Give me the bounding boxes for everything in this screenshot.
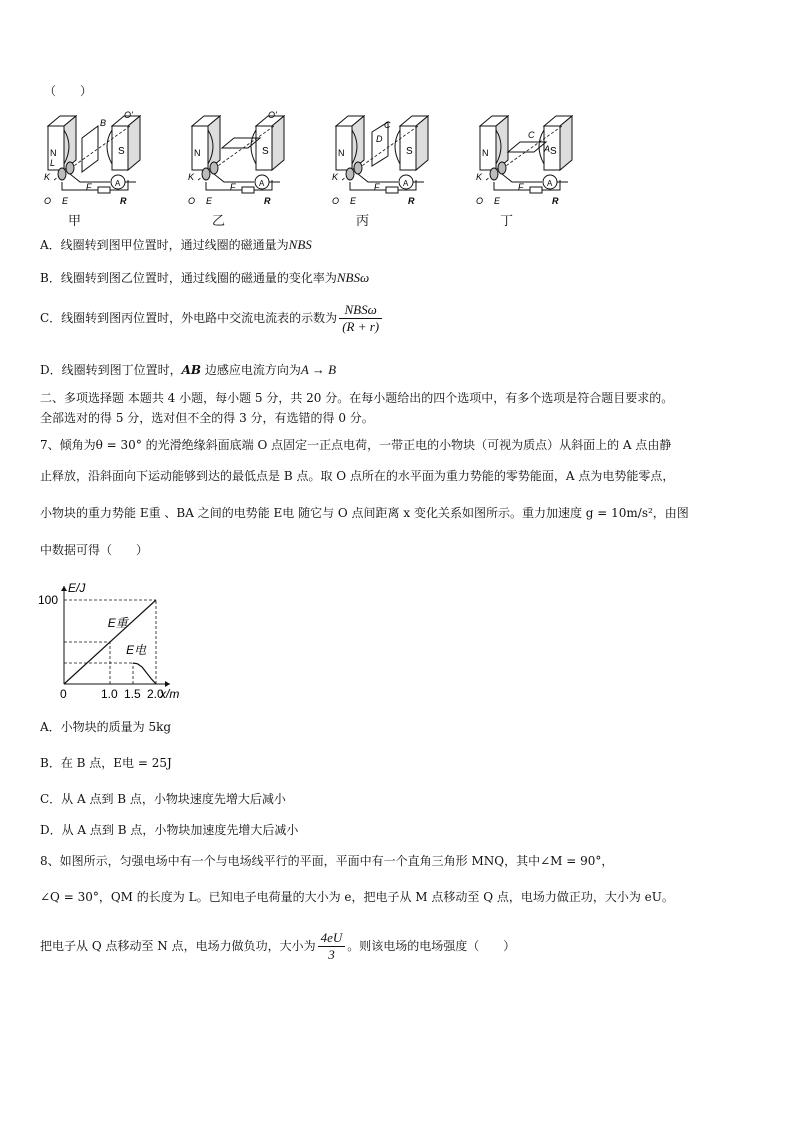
x-tick-label-1: 1.0 [101,687,118,701]
svg-text:S: S [550,146,557,157]
answer-paren: （ ） [44,84,93,98]
svg-text:K: K [476,172,483,182]
y-tick-label: 100 [38,593,59,607]
svg-text:K: K [188,172,195,182]
x-axis-label: x/m [160,687,180,701]
q8-line3: 把电子从 Q 点移动至 N 点，电场力做负功，大小为 $\frac{4eU}{3}$ 。则该电场的电场强度（ ） [40,930,516,962]
q6-option-d: D．线圈转到图丁位置时，AB 边感应电流方向为A → B [40,362,337,377]
svg-text:A: A [547,179,553,188]
svg-text:B: B [100,118,107,128]
svg-text:E: E [350,196,357,206]
svg-text:A: A [544,144,551,154]
svg-text:N: N [482,148,489,158]
q6-option-c: C．线圈转到图丙位置时，外电路中交流电流表的示数为 $\frac{\text{NBSω}}{(R + r)}$ [40,302,384,335]
q6-option-b: B．线圈转到图乙位置时，通过线圈的磁通量的变化率为NBSω [40,270,370,285]
x-tick-label-0: 0 [60,687,67,701]
figure-label-jia: 甲 [68,214,82,229]
svg-text:S: S [262,146,269,157]
figure-label-yi: 乙 [212,214,226,229]
q7-option-c: C．从 A 点到 B 点，小物块速度先增大后减小 [40,792,286,806]
svg-text:A: A [403,179,409,188]
svg-text:R: R [264,196,271,206]
svg-text:O: O [44,196,52,206]
series-line-1 [133,663,156,684]
svg-text:O: O [332,196,340,206]
q7-line4: 中数据可得（ ） [40,543,149,557]
svg-text:L: L [50,158,56,168]
q7-line3: 小物块的重力势能 E重 、BA 之间的电势能 E电 随它与 O 点间距离 x 变化关系如图所示。重力加速度 g = 10m/s²，由图 [40,506,689,520]
q8-line1: 8、如图所示，匀强电场中有一个与电场线平行的平面，平面中有一个直角三角形 MNQ，其中∠M = 90°， [40,854,614,868]
x-tick-label-2: 1.5 [124,687,141,701]
y-axis-arrow [61,586,67,591]
svg-text:C: C [384,120,391,130]
svg-text:O: O [476,196,484,206]
q7-option-d: D．从 A 点到 B 点，小物块加速度先增大后减小 [40,823,299,837]
svg-text:R: R [408,196,415,206]
svg-text:E: E [494,196,501,206]
figure-label-ding: 丁 [500,214,514,229]
svg-text:E: E [206,196,213,206]
q8-fraction: $\frac{4eU}{3}$ [318,930,346,963]
svg-text:A: A [115,179,121,188]
svg-text:C: C [528,130,535,140]
section2-line2: 全部选对的得 5 分，选对但不全的得 3 分，有选错的得 0 分。 [40,411,374,425]
svg-text:N: N [338,148,345,158]
y-axis-label: E/J [68,581,86,595]
series-label-e-zhong: E重 [107,615,128,630]
svg-text:D: D [376,134,383,144]
svg-text:O': O' [268,110,277,120]
svg-text:K: K [332,172,339,182]
svg-text:R: R [552,196,559,206]
svg-text:F: F [86,182,92,192]
svg-text:S: S [406,146,413,157]
q7-option-b: B．在 B 点，E电 = 25J [40,756,172,770]
q6-option-a: A．线圈转到图甲位置时，通过线圈的磁通量为NBS [40,237,312,252]
svg-text:S: S [118,146,125,157]
q7-option-a: A．小物块的质量为 5kg [40,720,172,734]
series-label-e-dian: E电 [126,642,147,657]
q7-energy-chart [36,574,206,704]
generator-figures [40,108,600,226]
q8-line2: ∠Q = 30°，QM 的长度为 L。已知电子电荷量的大小为 e，把电子从 M 点移动至 Q 点，电场力做正功，大小为 eU。 [40,890,674,904]
svg-text:R: R [120,196,127,206]
figure-label-bing: 丙 [356,214,370,229]
svg-text:F: F [518,182,524,192]
svg-text:F: F [230,182,236,192]
section2-line1: 二、多项选择题 本题共 4 小题，每小题 5 分，共 20 分。在每小题给出的四个选项中，有多个选项是符合题目要求的。 [40,391,674,405]
svg-text:N: N [194,148,201,158]
q7-line2: 止释放，沿斜面向下运动能够到达的最低点是 B 点。取 O 点所在的水平面为重力势能的零势能面，A 点为电势能零点， [40,469,675,483]
q7-line1: 7、倾角为θ = 30° 的光滑绝缘斜面底端 O 点固定一正点电荷，一带正电的小物块（可视为质点）从斜面上的 A 点由静 [40,438,672,452]
svg-text:O: O [188,196,196,206]
svg-text:E: E [62,196,69,206]
x-tick-label-3: 2.0 [147,687,164,701]
q6-c-fraction: $\frac{\text{NBSω}}{(R + r)}$ [339,302,382,335]
svg-text:O': O' [124,110,133,120]
svg-text:F: F [374,182,380,192]
svg-text:A: A [259,179,265,188]
svg-text:K: K [44,172,51,182]
svg-text:N: N [50,148,57,158]
